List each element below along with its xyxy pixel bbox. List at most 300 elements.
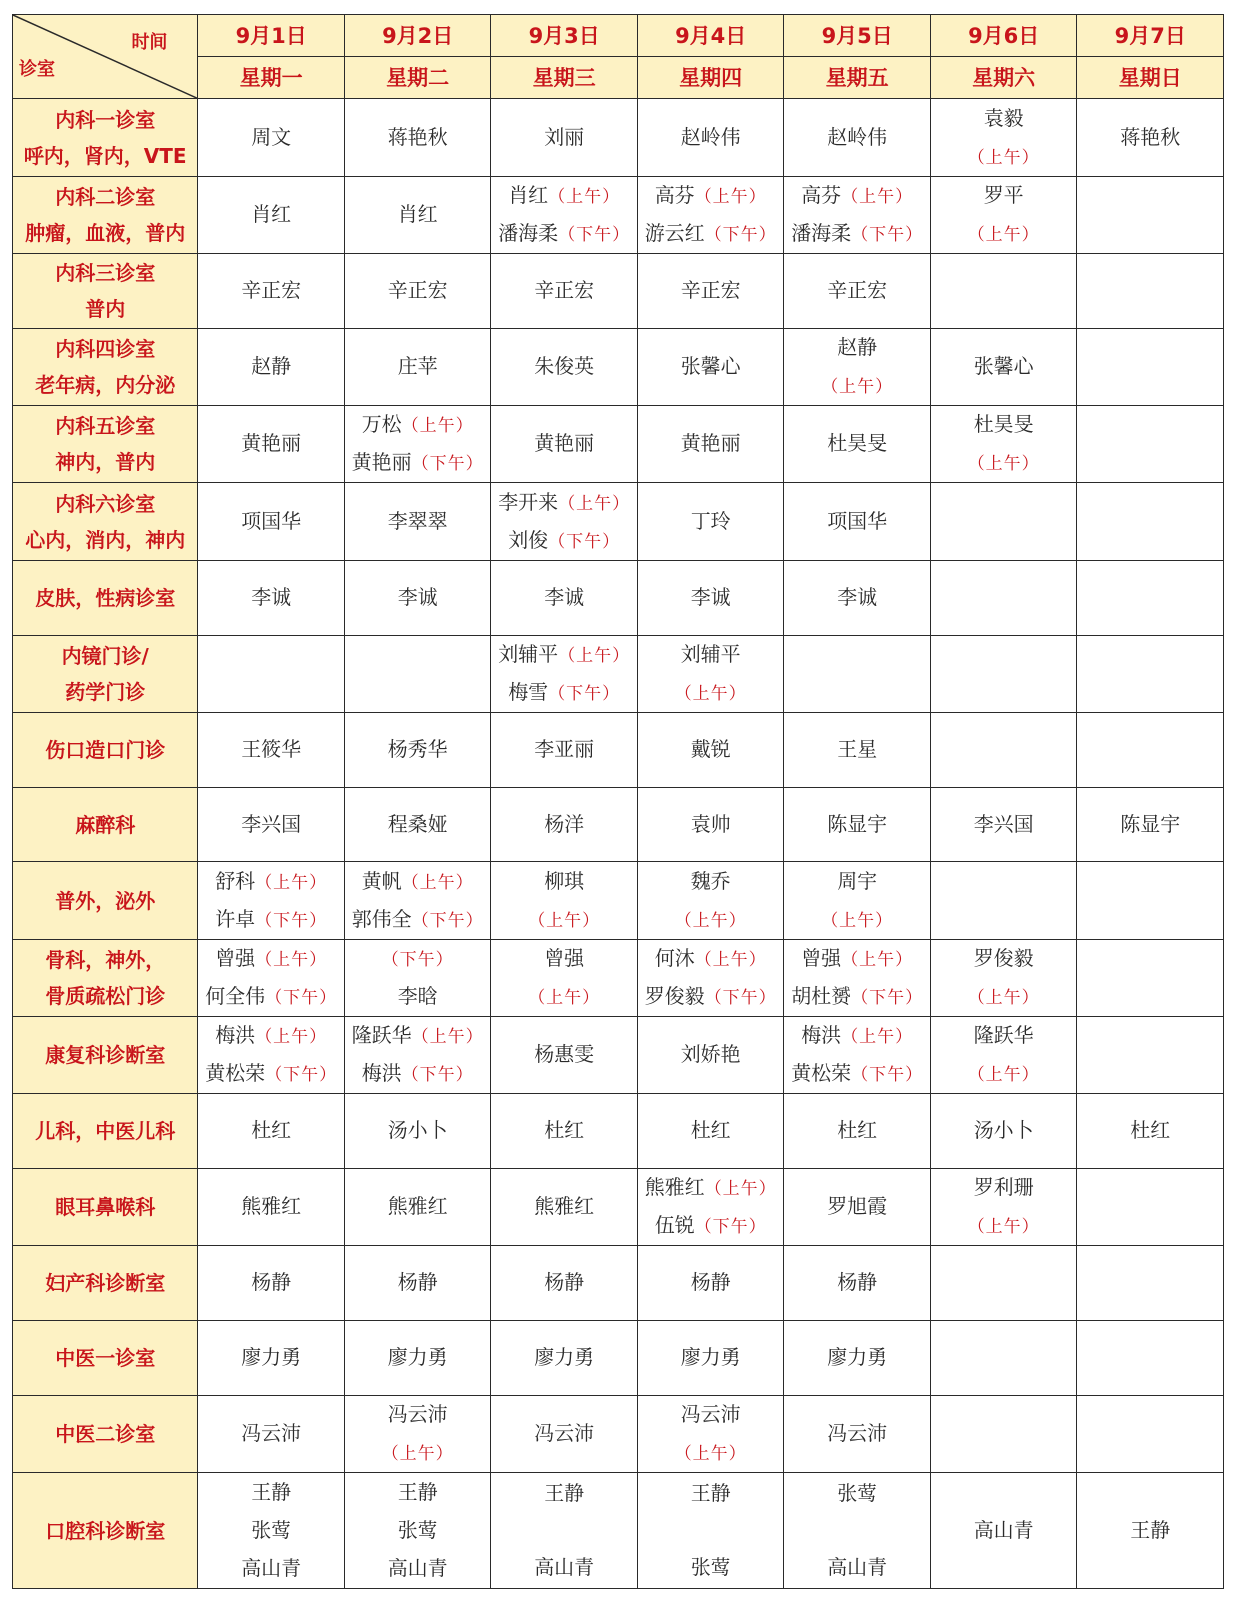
doctor-name: 高山青 [534, 1554, 595, 1579]
doctor-name: 王静 [397, 1479, 438, 1504]
room-name-line: 肿瘤，血液，普内 [25, 220, 186, 245]
doctor-line [784, 119, 930, 157]
doctor-line [198, 1112, 344, 1150]
room-name-line: 呼内，肾内，VTE [23, 143, 187, 168]
weekday-header: 星期四 [637, 57, 784, 99]
doctor-line [198, 348, 344, 386]
doctor-line [931, 406, 1077, 444]
weekday-header: 星期一 [198, 57, 345, 99]
doctor-cell [930, 1246, 1077, 1321]
doctor-line [931, 348, 1077, 386]
doctor-name: 肖红 [508, 182, 549, 207]
doctor-name: 杜红 [544, 1118, 585, 1143]
doctor-name: 项国华 [241, 508, 302, 533]
doctor-name: 刘辅平 [498, 641, 559, 666]
doctor-line [931, 1169, 1077, 1207]
doctor-line [198, 1055, 344, 1093]
clinic-schedule-table [12, 14, 1224, 1589]
doctor-line [1077, 119, 1223, 157]
doctor-cell [491, 483, 638, 560]
doctor-line [198, 1017, 344, 1055]
room-name-cell [13, 99, 198, 176]
doctor-line [345, 119, 491, 157]
doctor-name: 辛正宏 [827, 277, 888, 302]
doctor-name: 王静 [690, 1480, 731, 1505]
weekday-header: 星期三 [491, 57, 638, 99]
doctor-cell [637, 99, 784, 176]
doctor-line [491, 425, 637, 463]
doctor-name: 李兴国 [973, 811, 1034, 836]
date-header: 9月1日 [198, 15, 345, 57]
session-tag: （上午） [704, 1179, 777, 1200]
doctor-cell [637, 328, 784, 405]
doctor-line [345, 196, 491, 234]
doctor-name: 梅雪 [508, 679, 549, 704]
doctor-name: 魏乔 [690, 868, 731, 893]
session-tag: （下午） [851, 1065, 924, 1086]
doctor-name: 杜昊旻 [827, 431, 888, 456]
doctor-cell [344, 253, 491, 328]
session-tag: （下午） [265, 987, 338, 1008]
doctor-line [198, 731, 344, 769]
doctor-line [784, 1017, 930, 1055]
doctor-name: 陈显宇 [827, 811, 888, 836]
doctor-cell [1077, 483, 1224, 560]
doctor-name: 杨静 [544, 1270, 585, 1295]
room-name-cell [13, 176, 198, 253]
room-name-line: 口腔科诊断室 [45, 1518, 166, 1543]
session-tag: （上午） [528, 987, 601, 1008]
doctor-cell [344, 560, 491, 635]
schedule-row [13, 1017, 1224, 1094]
date-header: 9月3日 [491, 15, 638, 57]
doctor-line [784, 1475, 930, 1513]
weekday-header: 星期二 [344, 57, 491, 99]
doctor-line [638, 119, 784, 157]
doctor-name: 隆跃华 [351, 1023, 412, 1048]
doctor-name: 陈显宇 [1120, 811, 1181, 836]
doctor-cell [198, 787, 345, 862]
doctor-cell [344, 1246, 491, 1321]
doctor-cell [930, 1017, 1077, 1094]
doctor-name: 张莺 [690, 1554, 731, 1579]
doctor-name: 高芬 [654, 182, 695, 207]
doctor-cell [637, 1246, 784, 1321]
doctor-name: 罗利珊 [973, 1175, 1034, 1200]
room-name-cell [13, 328, 198, 405]
doctor-cell [491, 712, 638, 787]
date-header: 9月2日 [344, 15, 491, 57]
doctor-line [491, 348, 637, 386]
doctor-cell [930, 483, 1077, 560]
schedule-row [13, 1396, 1224, 1473]
doctor-cell [491, 1396, 638, 1473]
session-tag: （上午） [558, 645, 631, 666]
doctor-name: 廖力勇 [827, 1345, 888, 1370]
session-tag: （上午） [558, 493, 631, 514]
doctor-line [198, 1188, 344, 1226]
doctor-name: 何全伟 [205, 983, 266, 1008]
doctor-line [638, 579, 784, 617]
doctor-name: 李诚 [690, 584, 731, 609]
doctor-cell [344, 406, 491, 483]
doctor-name: 赵静 [837, 334, 878, 359]
doctor-line [784, 367, 930, 405]
doctor-line [491, 901, 637, 939]
doctor-cell [344, 787, 491, 862]
room-name-line: 内科六诊室 [55, 491, 156, 516]
doctor-cell [198, 635, 345, 712]
doctor-name: 刘娇艳 [680, 1042, 741, 1067]
doctor-cell [491, 1473, 638, 1589]
doctor-line [491, 522, 637, 560]
weekday-header: 星期日 [1077, 57, 1224, 99]
doctor-name: 蒋艳秋 [387, 124, 448, 149]
doctor-name: 赵岭伟 [680, 124, 741, 149]
doctor-line [345, 406, 491, 444]
doctor-name: 王筱华 [241, 736, 302, 761]
doctor-cell [784, 1094, 931, 1169]
doctor-line [931, 940, 1077, 978]
doctor-line [638, 1112, 784, 1150]
doctor-line [198, 503, 344, 541]
doctor-line [345, 579, 491, 617]
room-name-line: 皮肤，性病诊室 [35, 585, 176, 610]
doctor-line [198, 940, 344, 978]
doctor-line [345, 863, 491, 901]
session-tag: （上午） [255, 872, 328, 893]
doctor-name: 杜红 [1130, 1118, 1171, 1143]
doctor-cell [930, 862, 1077, 939]
doctor-cell [637, 1094, 784, 1169]
doctor-line [638, 1513, 784, 1549]
session-tag: （下午） [558, 224, 631, 245]
room-name-cell [13, 1473, 198, 1589]
room-name-line: 药学门诊 [65, 679, 146, 704]
room-name-cell [13, 862, 198, 939]
session-tag: （上午） [694, 949, 767, 970]
room-name-cell [13, 406, 198, 483]
doctor-cell [930, 712, 1077, 787]
doctor-name: 李翠翠 [387, 508, 448, 533]
doctor-line [638, 1475, 784, 1513]
doctor-name: 黄松荣 [791, 1061, 852, 1086]
doctor-name: 刘俊 [508, 527, 549, 552]
doctor-name: 罗俊毅 [973, 945, 1034, 970]
doctor-name: 杨静 [397, 1270, 438, 1295]
doctor-cell [491, 787, 638, 862]
doctor-line [784, 1055, 930, 1093]
session-tag: （上午） [841, 949, 914, 970]
doctor-cell [784, 712, 931, 787]
doctor-name: 梅洪 [801, 1023, 842, 1048]
doctor-cell [344, 1094, 491, 1169]
doctor-line [638, 1434, 784, 1472]
doctor-line [1077, 1112, 1223, 1150]
session-tag: （上午） [967, 1217, 1040, 1238]
session-tag: （上午） [967, 147, 1040, 168]
doctor-name: 冯云沛 [680, 1402, 741, 1427]
doctor-name: 王静 [544, 1480, 585, 1505]
doctor-name: 李诚 [397, 584, 438, 609]
doctor-line [1077, 1512, 1223, 1550]
doctor-line [784, 940, 930, 978]
session-tag: （上午） [674, 683, 747, 704]
doctor-cell [198, 1473, 345, 1589]
doctor-name: 杨秀华 [387, 736, 448, 761]
doctor-line [198, 119, 344, 157]
doctor-line [784, 177, 930, 215]
schedule-row [13, 635, 1224, 712]
doctor-cell [198, 328, 345, 405]
doctor-line [198, 1512, 344, 1550]
room-name-line: 内科三诊室 [55, 260, 156, 285]
schedule-row [13, 787, 1224, 862]
schedule-row [13, 1094, 1224, 1169]
doctor-cell [637, 787, 784, 862]
doctor-cell [491, 176, 638, 253]
doctor-name: 万松 [361, 412, 402, 437]
doctor-line [784, 579, 930, 617]
doctor-cell [637, 1396, 784, 1473]
doctor-cell [491, 253, 638, 328]
doctor-cell [784, 862, 931, 939]
session-tag: （上午） [967, 224, 1040, 245]
doctor-name: 赵静 [251, 353, 292, 378]
doctor-line [638, 1036, 784, 1074]
doctor-cell [637, 862, 784, 939]
doctor-name: 伍锐 [654, 1213, 695, 1238]
doctor-cell [1077, 1017, 1224, 1094]
corner-room-label: 诊室 [19, 59, 55, 81]
room-name-cell [13, 1094, 198, 1169]
doctor-name: 廖力勇 [387, 1345, 448, 1370]
doctor-name: 杜昊旻 [973, 412, 1034, 437]
header-corner [13, 15, 198, 99]
session-tag: （下午） [704, 224, 777, 245]
corner-time-label: 时间 [131, 32, 168, 53]
doctor-line [784, 1513, 930, 1549]
session-tag: （上午） [694, 186, 767, 207]
doctor-line [931, 1017, 1077, 1055]
doctor-name: 李兴国 [241, 811, 302, 836]
doctor-cell [637, 176, 784, 253]
doctor-cell [930, 406, 1077, 483]
schedule-row [13, 328, 1224, 405]
doctor-cell [198, 1321, 345, 1396]
doctor-line [345, 1434, 491, 1472]
doctor-line [638, 1169, 784, 1207]
doctor-line [931, 1055, 1077, 1093]
doctor-line [931, 177, 1077, 215]
doctor-line [198, 272, 344, 310]
schedule-row [13, 483, 1224, 560]
schedule-row [13, 406, 1224, 483]
doctor-name: 游云红 [644, 220, 705, 245]
doctor-line [198, 1415, 344, 1453]
doctor-name: 袁毅 [983, 105, 1024, 130]
doctor-line [491, 484, 637, 522]
doctor-cell [784, 176, 931, 253]
session-tag: （上午） [548, 186, 621, 207]
schedule-row [13, 1321, 1224, 1396]
doctor-cell [344, 712, 491, 787]
doctor-cell [1077, 99, 1224, 176]
doctor-name: 梅洪 [361, 1061, 402, 1086]
doctor-cell [637, 1169, 784, 1246]
room-name-line: 内科二诊室 [55, 184, 156, 209]
doctor-cell [930, 1094, 1077, 1169]
doctor-name: 高山青 [241, 1555, 302, 1580]
doctor-line [345, 1550, 491, 1588]
doctor-line [638, 806, 784, 844]
doctor-line [491, 636, 637, 674]
doctor-line [345, 940, 491, 978]
date-header: 9月4日 [637, 15, 784, 57]
doctor-line [491, 978, 637, 1016]
doctor-name: 辛正宏 [680, 277, 741, 302]
doctor-line [784, 425, 930, 463]
corner-diagonal-line [13, 15, 197, 98]
doctor-name: 杨静 [837, 1270, 878, 1295]
doctor-cell [198, 176, 345, 253]
doctor-line [638, 731, 784, 769]
doctor-cell [344, 1169, 491, 1246]
session-tag: （上午） [401, 872, 474, 893]
doctor-line [638, 636, 784, 674]
session-tag: （下午） [548, 683, 621, 704]
doctor-name: 高山青 [973, 1517, 1034, 1542]
doctor-cell [784, 560, 931, 635]
doctor-cell [491, 1321, 638, 1396]
session-tag: （上午） [821, 910, 894, 931]
doctor-line [345, 503, 491, 541]
schedule-row [13, 99, 1224, 176]
doctor-cell [491, 328, 638, 405]
doctor-cell [491, 560, 638, 635]
session-tag: （下午） [548, 531, 621, 552]
room-name-line: 老年病，内分泌 [35, 372, 176, 397]
doctor-cell [1077, 712, 1224, 787]
date-header: 9月6日 [930, 15, 1077, 57]
session-tag: （下午） [851, 987, 924, 1008]
doctor-line [638, 1339, 784, 1377]
doctor-cell [637, 1473, 784, 1589]
room-name-line: 神内，普内 [55, 450, 156, 475]
doctor-cell [784, 253, 931, 328]
doctor-name: 王静 [1130, 1517, 1171, 1542]
doctor-line [784, 1549, 930, 1587]
doctor-name: 廖力勇 [241, 1345, 302, 1370]
doctor-line [491, 177, 637, 215]
room-name-cell [13, 712, 198, 787]
doctor-line [491, 1188, 637, 1226]
doctor-line [345, 1512, 491, 1550]
doctor-line [198, 196, 344, 234]
doctor-line [638, 1264, 784, 1302]
doctor-line [784, 806, 930, 844]
doctor-name: 冯云沛 [387, 1402, 448, 1427]
doctor-cell [637, 560, 784, 635]
session-tag: （上午） [967, 987, 1040, 1008]
weekday-header: 星期五 [784, 57, 931, 99]
doctor-line [931, 215, 1077, 253]
doctor-cell [1077, 406, 1224, 483]
doctor-line [345, 1474, 491, 1512]
doctor-name: 李诚 [837, 584, 878, 609]
doctor-cell [1077, 939, 1224, 1016]
doctor-line [784, 1112, 930, 1150]
doctor-line [345, 444, 491, 482]
doctor-cell [344, 1396, 491, 1473]
doctor-line [198, 1264, 344, 1302]
doctor-cell [637, 1321, 784, 1396]
doctor-cell [491, 1017, 638, 1094]
doctor-line [345, 1339, 491, 1377]
doctor-cell [344, 1321, 491, 1396]
room-name-line: 儿科，中医儿科 [35, 1119, 176, 1144]
doctor-line [491, 1339, 637, 1377]
doctor-cell [784, 635, 931, 712]
doctor-line [491, 119, 637, 157]
doctor-name: 丁玲 [690, 508, 731, 533]
doctor-cell [784, 787, 931, 862]
doctor-cell [930, 99, 1077, 176]
doctor-name: 高山青 [827, 1554, 888, 1579]
doctor-line [491, 1475, 637, 1513]
session-tag: （上午） [841, 1027, 914, 1048]
doctor-name: 熊雅红 [241, 1194, 302, 1219]
doctor-line [931, 806, 1077, 844]
schedule-row [13, 1473, 1224, 1589]
doctor-name: 张莺 [251, 1517, 292, 1542]
doctor-line [638, 177, 784, 215]
room-name-cell [13, 787, 198, 862]
doctor-line [345, 348, 491, 386]
doctor-cell [784, 1017, 931, 1094]
session-tag: （下午） [411, 454, 484, 475]
doctor-cell [198, 939, 345, 1016]
schedule-body [13, 15, 1224, 1589]
session-tag: （下午） [381, 949, 454, 970]
doctor-name: 肖红 [251, 201, 292, 226]
session-tag: （上午） [255, 949, 328, 970]
doctor-name: 廖力勇 [680, 1345, 741, 1370]
doctor-name: 潘海柔 [498, 220, 559, 245]
doctor-cell [1077, 1396, 1224, 1473]
doctor-cell [930, 635, 1077, 712]
doctor-name: 杨静 [690, 1270, 731, 1295]
doctor-name: 熊雅红 [387, 1194, 448, 1219]
doctor-line [638, 1207, 784, 1245]
doctor-line [638, 425, 784, 463]
doctor-line [784, 329, 930, 367]
room-name-cell [13, 635, 198, 712]
room-name-cell [13, 1017, 198, 1094]
doctor-cell [930, 1321, 1077, 1396]
doctor-line [638, 901, 784, 939]
doctor-name: 许卓 [215, 906, 256, 931]
doctor-line [931, 978, 1077, 1016]
doctor-name: 郭伟全 [351, 906, 412, 931]
session-tag: （上午） [411, 1027, 484, 1048]
doctor-line [784, 731, 930, 769]
doctor-line [198, 1339, 344, 1377]
doctor-name: 高山青 [387, 1555, 448, 1580]
schedule-row [13, 1169, 1224, 1246]
doctor-line [931, 1207, 1077, 1245]
schedule-row [13, 862, 1224, 939]
